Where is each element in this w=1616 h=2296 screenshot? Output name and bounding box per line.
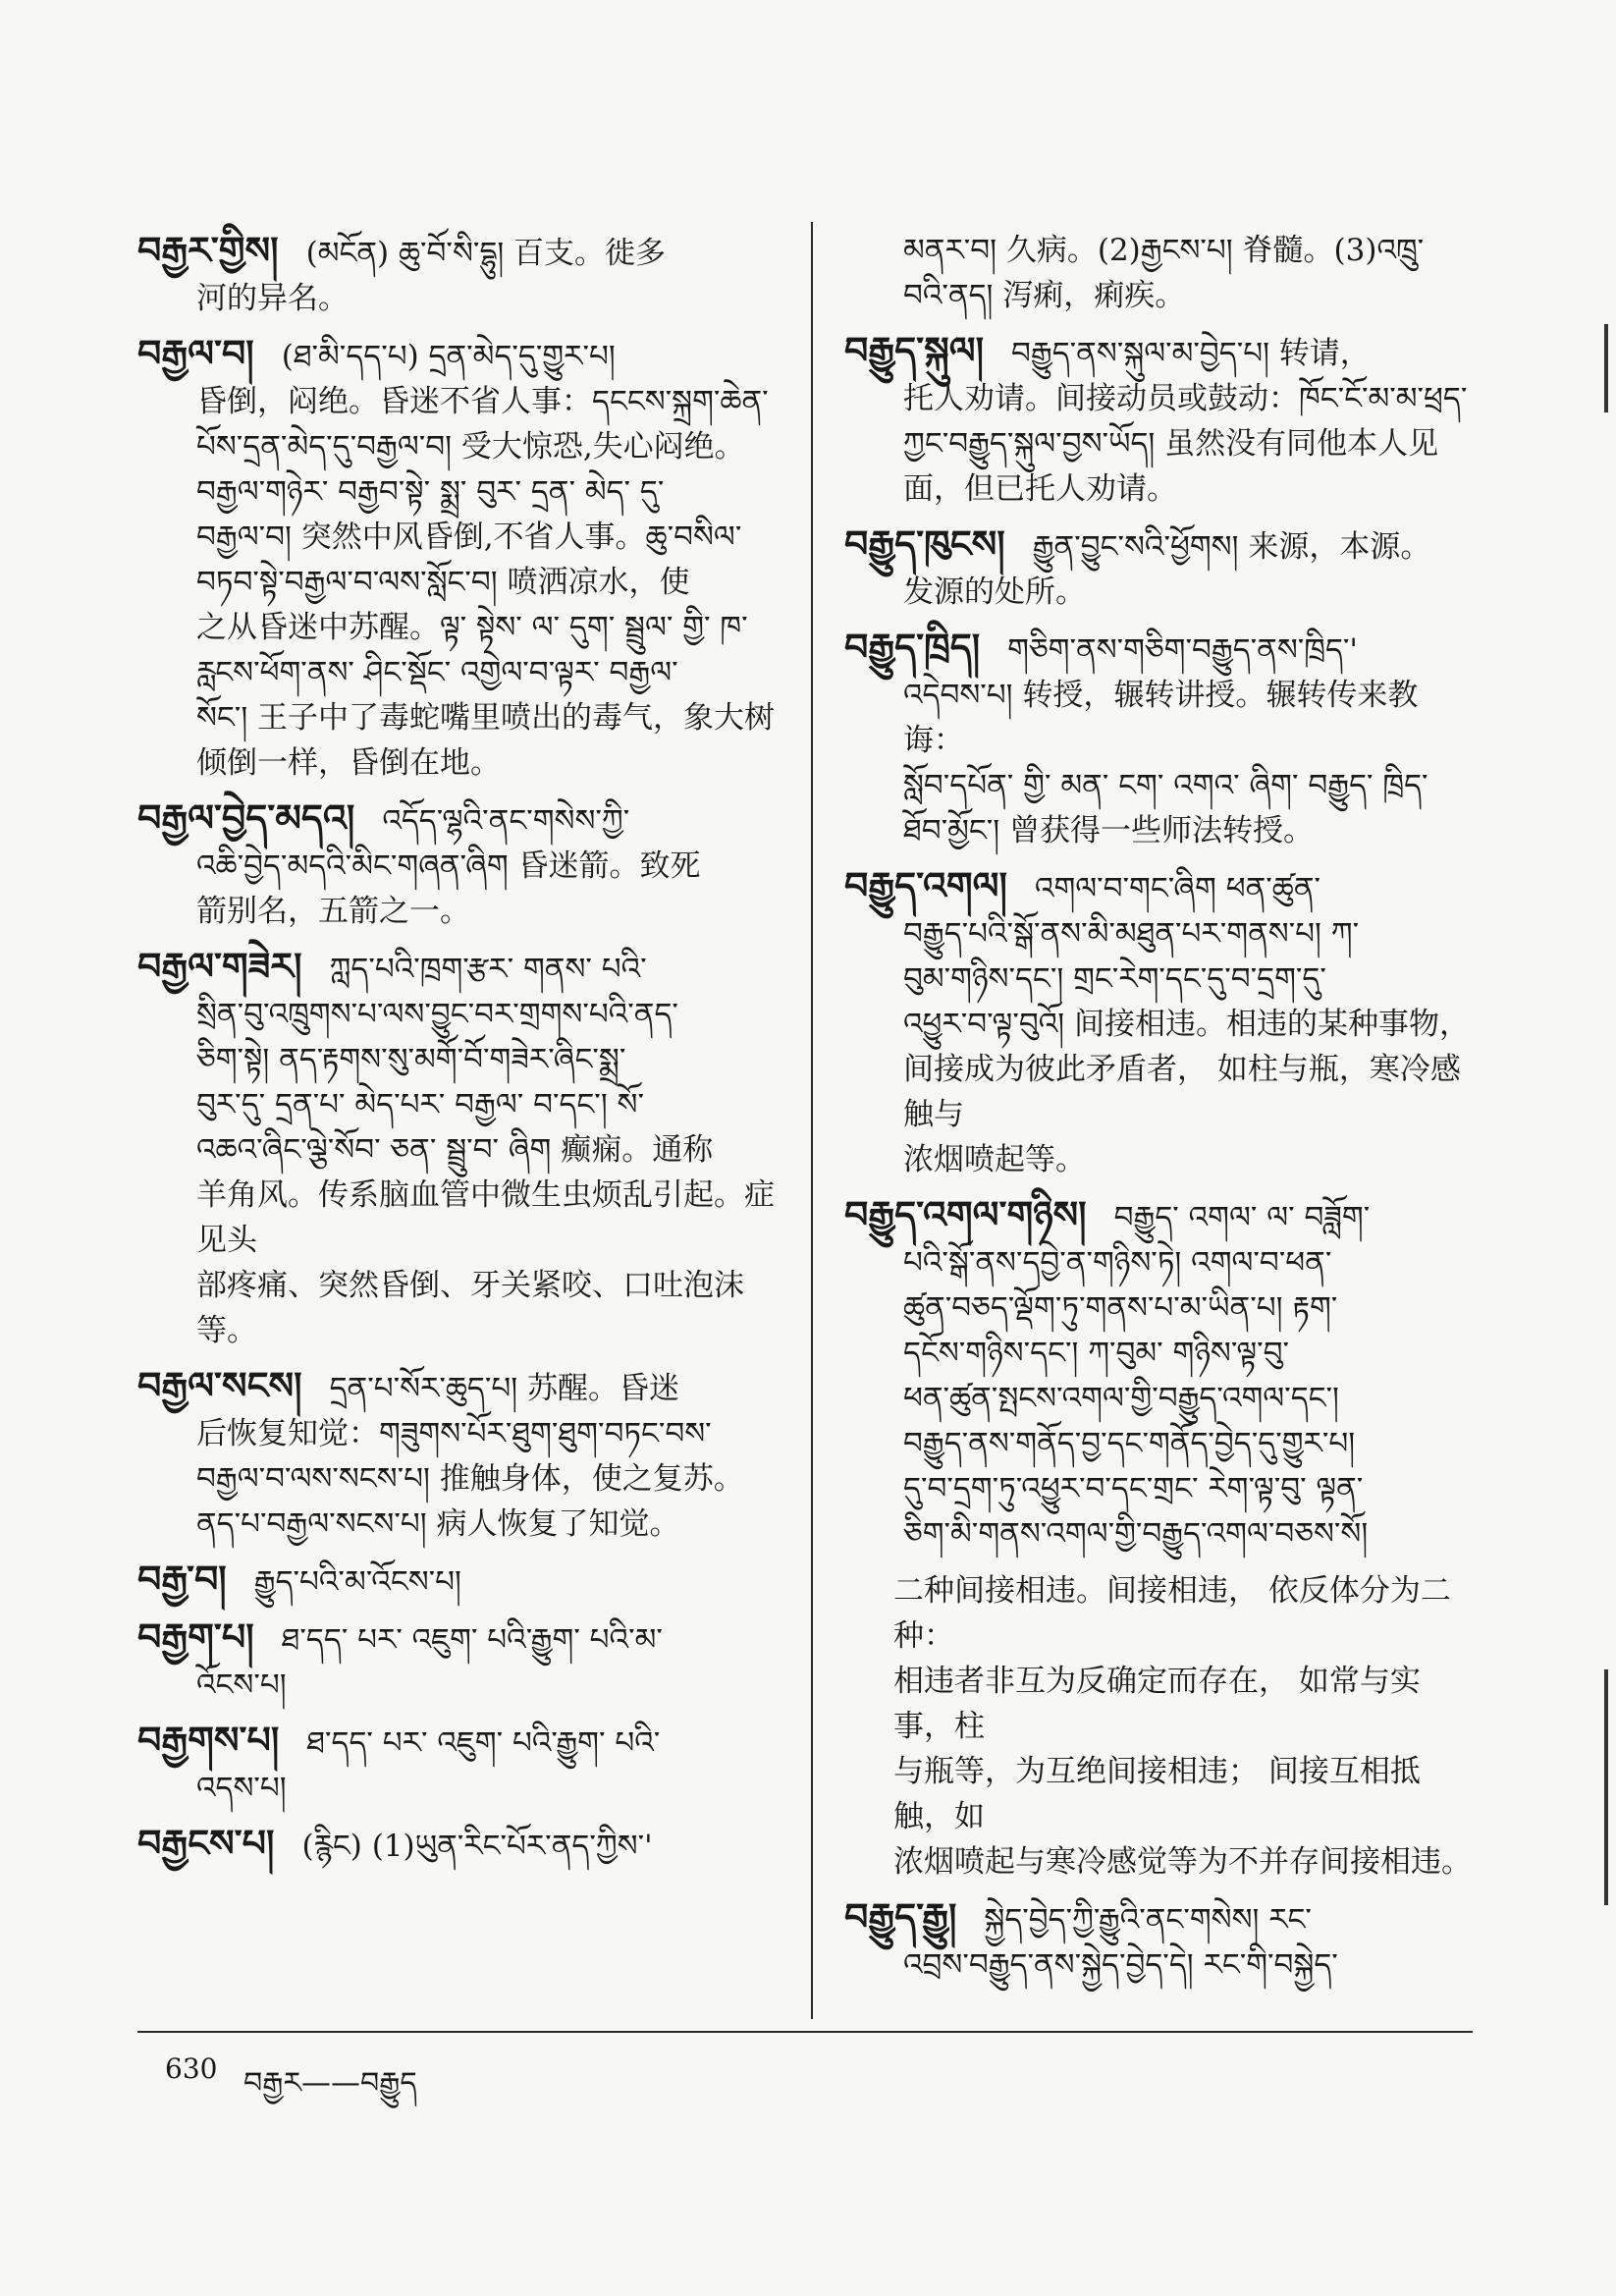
headword: བརྒྱགས་པ། <box>137 1719 280 1762</box>
definition: ཀླད་པའི་ཁྲག་རྩར་ གནས་ པའི་ <box>329 952 647 987</box>
definition-line: འོངས་པ། <box>196 1667 287 1703</box>
definition-line: རླངས་ཕོག་ནས་ ཤིང་སྡོང་ འགྱེལ་བ་ལྟར་ བརྒྱལ་ <box>196 655 678 690</box>
entry-first-line <box>844 863 1473 911</box>
definition: རྒྱུན་བྱུང་སའི་ཕྱོགས། 来源，本源。 <box>1032 529 1431 565</box>
definition-line: བརྒྱུད་པའི་སྒོ་ནས་མི་མཐུན་པར་གནས་པ། ཀ་ <box>903 916 1360 952</box>
headword: བརྒྱུད་ཁུངས། <box>844 522 1005 566</box>
entry-first-line <box>137 795 781 844</box>
definition: (རྙིང) (1)ཡུན་རིང་པོར་ནད་ཀྱིས་' <box>301 1829 653 1864</box>
headword: བརྒྱུད་སྐུལ། <box>844 329 985 372</box>
dictionary-entry <box>137 1363 781 1547</box>
dictionary-entry <box>844 228 1473 318</box>
note-line: 二种间接相违。间接相违， 依反体分为二种： <box>893 1573 1451 1654</box>
definition: བརྒྱུད་ནས་སྐུལ་མ་བྱེད་པ། 转请， <box>1011 336 1371 371</box>
entry-first-line <box>137 228 781 276</box>
definition-line: སོང་། 王子中了毒蛇嘴里喷出的毒气，象大树 <box>196 700 776 736</box>
definition-line: སྲིན་བུ་འཁྲུགས་པ་ལས་བྱུང་བར་གྲགས་པའི་ནད་ <box>196 997 678 1032</box>
entry-first-line <box>844 521 1473 570</box>
definition-line: 昏倒，闷绝。昏迷不省人事：དངངས་སྐྲག་ཆེན་ <box>196 384 769 419</box>
headword: བརྒྱག་པ། <box>137 1615 254 1659</box>
dictionary-entry <box>844 328 1473 512</box>
entry-first-line <box>137 331 781 379</box>
dictionary-entry <box>137 944 781 1353</box>
dictionary-entry <box>844 1192 1473 1885</box>
definition: དྲན་པ་སོར་ཆུད་པ། 苏醒。昏迷 <box>329 1371 679 1406</box>
entry-first-line <box>844 328 1473 376</box>
definition-line: བརྒྱལ་བ་ལས་སངས་པ། 推触身体，使之复苏。 <box>196 1461 744 1497</box>
definition-line: ཕན་ཚུན་སྤངས་འགལ་གྱི་བརྒྱུད་འགལ་དང་། <box>903 1381 1339 1416</box>
right-column <box>844 228 1473 1997</box>
definition-line: འབྲས་བརྒྱུད་ནས་སྐྱེད་བྱེད་དེ། རང་གི་བསྐྱེད་ <box>903 1947 1338 1983</box>
definition-line: ནད་པ་བརྒྱལ་སངས་པ། 病人恢复了知觉。 <box>196 1506 680 1542</box>
definition-line: འཆའ་ཞིང་ལྕེ་སོབ་ ཅན་ སྦྲུ་བ་ ཞིག 癫痫。通称 <box>196 1132 714 1168</box>
headword: བརྒྱུད་ཁྲིད། <box>844 626 981 669</box>
definition-line: འདེབས་པ། 转授，辗转讲授。辗转传来教诲： <box>903 678 1419 758</box>
definition-line: བུར་དུ་ དྲན་པ་ མེད་པར་ བརྒྱལ་ བ་དང་། སོ་ <box>196 1087 644 1122</box>
page-number: 630 <box>165 2052 218 2085</box>
definition-line: 倾倒一样，昏倒在地。 <box>196 745 501 781</box>
headword: བརྒྱལ་སངས། <box>137 1364 302 1407</box>
dictionary-entry <box>844 521 1473 615</box>
note-line: 相违者非互为反确定而存在， 如常与实事，柱 <box>893 1664 1421 1744</box>
definition: སྐྱེད་བྱེད་ཀྱི་རྒྱུའི་ནང་གསེས། རང་ <box>984 1902 1312 1938</box>
definition: འདོད་ལྷའི་ནང་གསེས་ཀྱི་ <box>382 803 630 839</box>
dictionary-entry <box>137 1614 781 1708</box>
left-column <box>137 228 781 1879</box>
definition: རྒྱུད་པའི་མ་འོངས་པ། <box>253 1564 461 1600</box>
definition-line: 发源的处所。 <box>903 574 1086 610</box>
definition-line: 浓烟喷起等。 <box>903 1142 1086 1177</box>
definition-line: མནར་བ། 久病。(2)རྒྱངས་པ། 脊髓。(3)འཁྲུ་ <box>903 233 1425 268</box>
headword: བརྒྱངས་པ། <box>137 1822 275 1865</box>
headword: བརྒྱལ་བྱེད་མདའ། <box>137 796 355 840</box>
margin-mark <box>1604 324 1608 412</box>
headword: བརྒྱལ་གཟེར། <box>137 945 302 988</box>
headword: བརྒྱུད་འགལ། <box>844 864 1007 907</box>
entry-first-line <box>137 1614 781 1663</box>
headword: བརྒྱར་གྱིས། <box>137 229 279 272</box>
definition-line: 面，但已托人劝请。 <box>903 471 1177 507</box>
headword: བརྒྱུད་འགལ་གཉིས། <box>844 1193 1087 1236</box>
dictionary-entry <box>844 1894 1473 1988</box>
margin-mark <box>1604 1669 1608 1905</box>
dictionary-entry <box>137 1718 781 1811</box>
dictionary-entry <box>844 625 1473 853</box>
entry-first-line <box>137 1718 781 1766</box>
definition-line: བཏབ་སྟེ་བརྒྱལ་བ་ལས་སློང་བ། 喷洒凉水，使 <box>196 565 690 600</box>
definition: ཐ་དད་ པར་ འཇུག་ པའི་རྒྱུག་ པའི་མ་ <box>281 1622 663 1658</box>
footer-rule <box>137 2031 1473 2033</box>
dictionary-entry <box>137 1821 781 1869</box>
definition: (མངོན) ཆུ་བོ་སི་དྷུ། 百支。徙多 <box>305 236 667 271</box>
running-head: བརྒྱར——བརྒྱུད <box>243 2066 417 2101</box>
dictionary-entry <box>137 1557 781 1605</box>
dictionary-entry <box>137 228 781 321</box>
definition-line: འདས་པ། <box>196 1771 287 1806</box>
entry-note <box>844 1568 1473 1885</box>
definition: ཐ་དད་ པར་ འཇུག་ པའི་རྒྱུག་ པའི་ <box>306 1725 661 1761</box>
entry-first-line <box>137 1821 781 1869</box>
entry-first-line <box>137 944 781 992</box>
definition-line: དུ་བ་དྲག་ཏུ་འཕྱུར་བ་དང་གྲང་ རེག་ལྟ་བུ་ ལྟན་ <box>903 1471 1364 1506</box>
definition: (ཐ་མི་དད་པ) དྲན་མེད་དུ་གྱུར་པ། <box>281 339 616 374</box>
dictionary-entry <box>137 331 781 786</box>
definition-line: 羊角风。传系脑血管中微生虫烦乱引起。症见头 <box>196 1177 775 1258</box>
definition-line: ཚུན་བཅད་ལྡོག་ཏུ་གནས་པ་མ་ཡིན་པ། རྟག་ <box>903 1290 1338 1326</box>
definition-line: དངོས་གཉིས་དང་། ཀ་བུམ་ གཉིས་ལྟ་བུ་ <box>903 1336 1289 1371</box>
headword: བརྒྱུད་རྒྱུ། <box>844 1895 957 1939</box>
definition-line: པའི་སྒོ་ནས་དབྱེ་ན་གཉིས་ཏེ། འགལ་བ་ཕན་ <box>903 1245 1332 1281</box>
definition-line: འཆི་བྱེད་མདའི་མིང་གཞན་ཞིག 昏迷箭。致死 <box>196 848 701 884</box>
definition: བརྒྱུད་ འགལ་ ལ་ བཟློག་ <box>1113 1200 1371 1235</box>
dictionary-entry <box>844 863 1473 1182</box>
definition-line: བུམ་གཉིས་དང་། གྲང་རེག་དང་དུ་བ་དྲག་དུ་ <box>903 961 1326 997</box>
definition-line: ཅིག་མི་གནས་འགལ་གྱི་བརྒྱུད་འགལ་བཅས་སོ། <box>903 1516 1369 1552</box>
definition-line: པོས་དྲན་མེད་དུ་བརྒྱལ་བ། 受大惊恐,失心闷绝。 <box>196 429 745 465</box>
definition-line: བའི་ནད། 泻痢，痢疾。 <box>903 278 1186 313</box>
note-line: 浓烟喷起与寒冷感觉等为不并存间接相违。 <box>893 1844 1472 1880</box>
definition-line: 河的异名。 <box>196 281 349 316</box>
definition-line: བརྒྱལ་བ། 突然中风昏倒,不省人事。ཆུ་བསིལ་ <box>196 519 742 555</box>
definition-line: 后恢复知觉：གཟུགས་པོར་ཐུག་ཐུག་བཏང་བས་ <box>196 1416 712 1451</box>
headword: བརྒྱལ་བ། <box>137 332 254 375</box>
dictionary-entry <box>137 795 781 934</box>
column-divider <box>811 222 813 2019</box>
definition-line: ཐོབ་མྱོང་། 曾获得一些师法转授。 <box>903 813 1314 848</box>
definition-line: 部疼痛、突然昏倒、牙关紧咬、口吐泡沫等。 <box>196 1268 744 1348</box>
definition-line: 箭别名，五箭之一。 <box>196 894 470 929</box>
entry-first-line <box>137 1363 781 1411</box>
entry-first-line <box>844 625 1473 673</box>
entry-first-line <box>137 1557 781 1605</box>
entry-first-line <box>844 1192 1473 1240</box>
definition-line: འཕྱུར་བ་ལྟ་བུའོ། 间接相违。相违的某种事物， <box>903 1007 1470 1042</box>
note-line: 与瓶等，为互绝间接相违； 间接互相抵触，如 <box>893 1754 1421 1834</box>
definition-line: ཅིག་སྟེ། ནད་རྟགས་སུ་མགོ་བོ་གཟེར་ཞིང་སྨྲ་ <box>196 1042 626 1077</box>
definition-line: 托人劝请。间接动员或鼓动：ཁོང་ངོ་མ་མ་ཕྲད་ <box>903 381 1468 416</box>
entry-first-line <box>844 1894 1473 1942</box>
definition-line: བརྒྱལ་གཉེར་ བརྒྱབ་སྟེ་ སྨྲ་ བུར་ དྲན་ མེད་ དུ་ <box>196 474 665 510</box>
definition-line: སློབ་དཔོན་ གྱི་ མན་ ངག་ འགའ་ ཞིག་ བརྒྱུད་ ཁྲིད་ <box>903 768 1428 803</box>
definition-line: བརྒྱུད་ནས་གནོད་བྱ་དང་གནོད་བྱེད་དུ་གྱུར་པ། <box>903 1426 1356 1461</box>
definition-line: 之从昏迷中苏醒。ལྟ་ སྟེས་ ལ་ དུག་ སྦྲུལ་ གྱི་ ཁ་ <box>196 610 748 645</box>
definition-line: 间接成为彼此矛盾者， 如柱与瓶，寒冷感触与 <box>903 1052 1461 1132</box>
definition-line: ཀྱང་བརྒྱུད་སྐུལ་བྱས་ཡོད། 虽然没有同他本人见 <box>903 426 1439 462</box>
definition: འགལ་བ་གང་ཞིག ཕན་ཚུན་ <box>1034 871 1321 906</box>
headword: བརྒྱ་བ། <box>137 1558 227 1601</box>
definition: གཅིག་ནས་གཅིག་བརྒྱུད་ནས་ཁྲིད་' <box>1007 632 1358 668</box>
